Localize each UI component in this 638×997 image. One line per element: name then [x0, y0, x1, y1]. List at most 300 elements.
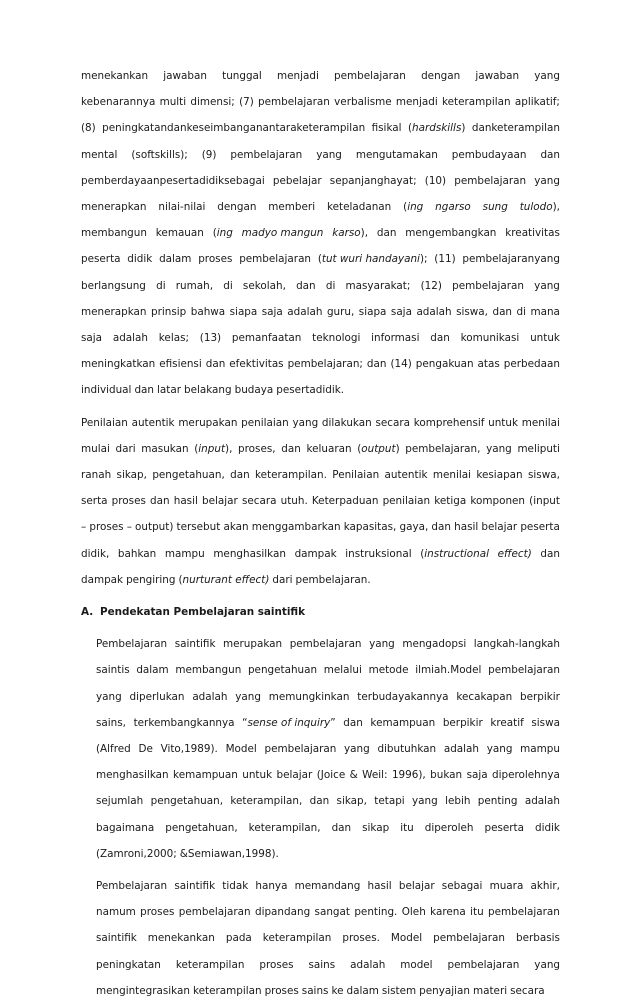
- word: (14): [390, 358, 412, 371]
- word: sejumlah: [96, 795, 144, 808]
- word: namum: [96, 906, 136, 919]
- word: peningkatan: [96, 958, 161, 971]
- word: pembelajaran: [447, 958, 520, 971]
- word: sangat: [314, 906, 350, 919]
- word: itu: [400, 821, 414, 834]
- word: keluaran: [306, 442, 352, 455]
- word: (ing: [403, 201, 424, 213]
- text-line: [81, 548, 560, 560]
- word: secara: [241, 495, 277, 508]
- word: pengetahuan,: [150, 795, 224, 808]
- word: merupakan: [178, 416, 238, 429]
- word: efisiensi: [159, 358, 202, 371]
- word: keterampilan: [442, 96, 511, 109]
- word: langkah-langkah: [473, 638, 560, 651]
- text-line: [81, 443, 560, 455]
- text-line: [96, 959, 560, 971]
- word: pebelajar: [272, 174, 322, 187]
- word: mengadopsi: [402, 638, 467, 651]
- word: terbudayakannya: [357, 690, 449, 703]
- word: yang: [534, 279, 560, 292]
- text-line: [81, 70, 560, 82]
- word: output): [135, 521, 174, 534]
- word: tulodo),: [519, 201, 560, 213]
- word: yang: [534, 70, 560, 82]
- word: yang: [96, 690, 122, 703]
- word: sains: [301, 984, 329, 997]
- word: hasil: [367, 880, 392, 892]
- word: metode: [368, 664, 409, 677]
- text-line: [81, 332, 560, 344]
- word: bahwa: [190, 305, 226, 318]
- word: karena: [430, 906, 466, 919]
- word: serta: [81, 495, 108, 508]
- word: yang: [486, 743, 513, 755]
- word: pembelajaran: [239, 253, 312, 266]
- text-line: [96, 664, 560, 676]
- word: Penilaian: [332, 469, 380, 481]
- word: kemampuan: [370, 716, 436, 729]
- section-title: Pendekatan Pembelajaran saintifik: [100, 606, 306, 618]
- word: kemampuan: [173, 769, 238, 782]
- word: mengembangkan: [405, 227, 497, 240]
- word: menilai: [521, 416, 560, 429]
- word: dipandang: [254, 906, 311, 919]
- word: saja: [261, 305, 283, 318]
- word: berpikir: [442, 716, 483, 729]
- word: sung: [482, 201, 508, 213]
- word: (instructional: [420, 547, 489, 560]
- text-line: [81, 201, 560, 213]
- word: saja: [390, 305, 412, 318]
- word: di: [325, 279, 336, 292]
- word: didik: [534, 821, 560, 834]
- word: pembelajaran: [264, 743, 337, 755]
- word: muara: [489, 880, 524, 892]
- word: penyajian: [419, 984, 470, 997]
- word: De: [138, 743, 153, 755]
- text-line: [81, 469, 560, 481]
- word: budaya: [234, 384, 274, 397]
- text-line: [81, 96, 560, 108]
- word: ketiga: [434, 495, 467, 508]
- word: (7): [239, 96, 254, 109]
- word: belajar: [398, 880, 435, 892]
- word: pemanfaatan: [231, 332, 302, 344]
- word: dan: [150, 495, 170, 508]
- word: bahkan: [117, 547, 157, 560]
- word: didik: [127, 253, 153, 266]
- word: pembelajaran: [488, 906, 560, 919]
- word: saintifik: [174, 880, 216, 892]
- word: dan: [296, 279, 316, 292]
- word: pembelajaran: [454, 174, 527, 187]
- word: jawaban: [163, 70, 207, 82]
- word: sikap: [362, 821, 390, 834]
- word: sains,: [96, 716, 126, 729]
- section-number: A.: [81, 606, 94, 618]
- word: tidak: [222, 880, 249, 892]
- word: bagaimana: [96, 821, 155, 834]
- word: kebenarannya: [81, 96, 156, 109]
- word: keterampilan: [175, 958, 245, 971]
- text-line: [96, 932, 560, 944]
- word: mana: [530, 305, 560, 318]
- text-line: [81, 495, 560, 507]
- word: “sense of inquiry”: [242, 716, 336, 729]
- word: pembelajaranyang: [462, 253, 560, 266]
- word: Weil:: [362, 769, 388, 782]
- word: autentik: [131, 416, 175, 429]
- word: (Alfred: [96, 743, 131, 755]
- word: bukan: [430, 769, 463, 782]
- text-line: [96, 717, 560, 729]
- word: terkembangkannya: [133, 716, 235, 729]
- word: berlangsung: [81, 279, 146, 292]
- word: yang: [534, 958, 560, 971]
- text-line: [96, 906, 560, 918]
- word: untuk: [488, 416, 518, 429]
- word: yang: [534, 174, 560, 187]
- word: menghasilkan: [213, 547, 286, 560]
- word: sains: [308, 958, 336, 971]
- word: instruksional: [345, 547, 412, 560]
- word: ilmiah.Model: [415, 664, 482, 677]
- word: (input),: [194, 442, 233, 455]
- word: sikap,: [336, 795, 367, 808]
- word: (11): [434, 253, 456, 266]
- word: memungkinkan: [268, 690, 350, 703]
- word: adalah: [524, 795, 560, 808]
- word: model: [400, 958, 433, 971]
- word: siswa,: [527, 469, 560, 481]
- word: Keterpaduan: [311, 495, 379, 508]
- word: belajar: [202, 495, 238, 508]
- word: kreativitas: [505, 227, 560, 240]
- word: dilakukan: [321, 416, 372, 429]
- word: dan: [134, 384, 154, 397]
- word: meningkatkan: [81, 358, 156, 371]
- word: untuk: [530, 332, 560, 344]
- word: komprehensif: [413, 416, 485, 429]
- word: pesertadidik.: [276, 384, 345, 397]
- word: yang: [412, 795, 438, 808]
- word: keterampilan,: [248, 821, 321, 834]
- word: didik,: [81, 547, 110, 560]
- word: di: [516, 305, 526, 318]
- word: utuh.: [280, 495, 308, 508]
- word: tetapi: [374, 795, 405, 808]
- word: dalam: [346, 984, 379, 997]
- text-line: [96, 985, 560, 997]
- word: effect): [497, 547, 532, 560]
- word: efektivitas: [229, 358, 284, 371]
- text-line: [81, 175, 560, 187]
- word: karso),: [332, 227, 369, 240]
- word: yang: [316, 148, 342, 161]
- word: ranah: [81, 469, 112, 481]
- word: dan: [331, 821, 352, 834]
- word: dan: [492, 305, 513, 318]
- word: keterampilan.: [255, 469, 327, 481]
- word: (Joice: [316, 769, 346, 782]
- word: komunikasi: [460, 332, 520, 344]
- word: dan: [366, 358, 387, 371]
- word: pembelajaran: [452, 279, 524, 292]
- word: menggambarkan: [251, 521, 341, 534]
- word: adalah: [416, 305, 452, 318]
- word: Penilaian: [81, 416, 128, 429]
- word: siapa: [229, 305, 258, 318]
- text-line: [96, 880, 560, 892]
- word: mampu: [164, 547, 205, 560]
- word: pengiring: [126, 573, 176, 586]
- word: akhir,: [530, 880, 560, 892]
- word: di: [223, 279, 233, 292]
- word: menerapkan: [81, 201, 147, 213]
- word: proses: [111, 495, 146, 508]
- word: berpikir: [520, 690, 560, 703]
- word: (output): [357, 442, 400, 455]
- word: dampak: [81, 573, 124, 586]
- word: yang: [369, 638, 395, 651]
- word: yang: [235, 690, 261, 703]
- word: adalah: [112, 332, 148, 344]
- word: dan: [309, 795, 330, 808]
- word: (tut wuri handayani);: [317, 253, 428, 266]
- word: nilai-nilai: [158, 201, 206, 213]
- word: diperolehnya: [492, 769, 560, 782]
- text-line: [81, 280, 560, 292]
- word: kapasitas,: [343, 521, 397, 534]
- word: dalam: [136, 664, 169, 677]
- word: dan: [376, 227, 397, 240]
- word: kesiapan: [476, 469, 523, 481]
- text-line: [96, 638, 560, 650]
- text-line: [81, 521, 560, 533]
- word: sekolah,: [242, 279, 286, 292]
- text-line: [96, 769, 560, 781]
- word: mental: [81, 148, 118, 161]
- word: pembudayaan: [451, 148, 527, 161]
- word: Vito,1989).: [160, 743, 218, 755]
- text-line: [81, 384, 560, 396]
- word: (12): [420, 279, 442, 292]
- word: proses,: [238, 442, 276, 455]
- word: melalui: [323, 664, 362, 677]
- word: pembelajaran;: [287, 358, 363, 371]
- word: &: [349, 769, 358, 782]
- word: diperlukan: [129, 690, 185, 703]
- word: belajar: [276, 769, 313, 782]
- word: kelas;: [158, 332, 189, 344]
- word: informasi: [371, 332, 420, 344]
- word: &Semiawan,1998).: [179, 847, 279, 860]
- word: berbasis: [515, 932, 560, 945]
- word: jawaban: [475, 70, 520, 82]
- word: adalah: [443, 743, 480, 755]
- word: dari: [272, 573, 293, 586]
- word: yang: [486, 442, 512, 455]
- word: multi: [159, 96, 187, 109]
- word: hanya: [255, 880, 288, 892]
- word: siswa: [531, 716, 560, 729]
- word: masukan: [141, 442, 189, 455]
- word: itu: [470, 906, 484, 919]
- word: (9): [201, 148, 217, 161]
- word: guru,: [326, 305, 355, 318]
- word: (8): [81, 122, 96, 135]
- text-line: [96, 743, 560, 755]
- text-line: [81, 306, 560, 318]
- word: aplikatif;: [514, 96, 560, 109]
- word: autentik: [384, 469, 428, 481]
- word: mengutamakan: [355, 148, 438, 161]
- word: Model: [390, 932, 423, 945]
- word: penting: [477, 795, 518, 808]
- word: mampu: [520, 743, 560, 755]
- text-line: [81, 149, 560, 161]
- word: belajar: [481, 521, 518, 534]
- word: latar: [157, 384, 181, 397]
- word: secara: [375, 416, 410, 429]
- word: –: [81, 521, 87, 534]
- word: proses.: [342, 932, 380, 945]
- word: Oleh: [401, 906, 426, 919]
- word: menerapkan: [81, 305, 147, 318]
- word: tunggal: [222, 70, 262, 82]
- word: individual: [81, 384, 132, 397]
- word: dalam: [159, 253, 192, 266]
- word: pembelajaran: [258, 96, 330, 109]
- text-line: [81, 417, 560, 429]
- word: lebih: [445, 795, 471, 808]
- word: kemauan: [155, 227, 204, 240]
- word: tersebut: [176, 521, 221, 534]
- word: membangun: [81, 227, 147, 240]
- word: peserta: [81, 253, 121, 266]
- word: pembelajaran.: [295, 573, 371, 586]
- word: (13): [199, 332, 222, 344]
- text-line: [96, 822, 560, 834]
- word: teknologi: [312, 332, 361, 344]
- word: 1996),: [391, 769, 426, 782]
- word: peningkatandankeseimbanganantaraketerampilan: [102, 122, 366, 135]
- word: dan: [540, 148, 560, 161]
- word: ngarso: [435, 201, 471, 213]
- word: pemberdayaanpesertadidiksebagai: [81, 174, 265, 187]
- word: kreatif: [490, 716, 524, 729]
- word: rumah,: [175, 279, 214, 292]
- word: prinsip: [151, 305, 187, 318]
- word: memandang: [294, 880, 361, 892]
- word: siswa,: [456, 305, 488, 318]
- word: pengetahuan,: [165, 821, 238, 834]
- word: dan: [281, 442, 301, 455]
- word: memberi: [268, 201, 316, 213]
- word: –: [126, 521, 132, 534]
- word: proses: [198, 253, 233, 266]
- word: penilaian: [241, 416, 289, 429]
- word: proses: [264, 984, 299, 997]
- word: madyo mangun: [241, 227, 324, 240]
- word: yang: [344, 743, 370, 755]
- word: pembelajaran: [334, 70, 406, 82]
- word: dimensi;: [190, 96, 235, 109]
- word: dengan: [217, 201, 257, 213]
- word: pembelajaran: [433, 932, 505, 945]
- word: saintis: [96, 664, 130, 677]
- text-line: [81, 358, 560, 370]
- word: keterampilan,: [230, 795, 303, 808]
- word: perbedaan: [503, 358, 560, 371]
- text-line: [96, 691, 560, 703]
- word: proses: [140, 906, 175, 919]
- word: saja: [81, 332, 103, 344]
- word: komponen: [470, 495, 526, 508]
- word: penting.: [354, 906, 398, 919]
- word: keterampilan: [262, 932, 332, 945]
- text-line: [81, 253, 560, 265]
- text-line: [96, 848, 560, 860]
- word: sepanjanghayat;: [329, 174, 417, 187]
- word: penilaian: [382, 495, 431, 508]
- word: dan: [431, 521, 451, 534]
- word: peserta: [484, 821, 524, 834]
- word: pembelajaran: [488, 664, 560, 677]
- word: dan: [230, 469, 250, 481]
- word: kecakapan: [456, 690, 513, 703]
- word: saja: [466, 769, 488, 782]
- word: menekankan: [147, 932, 215, 945]
- word: fisikal: [371, 122, 402, 135]
- word: (input: [529, 495, 560, 508]
- word: belakang: [183, 384, 232, 397]
- word: (10): [424, 174, 447, 187]
- word: atas: [477, 358, 500, 371]
- word: danketerampilan: [471, 122, 560, 135]
- word: pengetahuan,: [152, 469, 225, 481]
- word: dari: [115, 442, 136, 455]
- word: pembelajaran,: [405, 442, 481, 455]
- word: sistem: [381, 984, 417, 997]
- word: verbalisme: [334, 96, 392, 109]
- word: saintifik: [96, 932, 137, 945]
- word: pada: [225, 932, 252, 945]
- word: dan: [205, 358, 226, 371]
- word: ke: [331, 984, 344, 997]
- word: menjadi: [277, 70, 319, 82]
- word: untuk: [242, 769, 273, 782]
- word: (hardskills): [407, 122, 466, 135]
- word: menjadi: [395, 96, 438, 109]
- word: dampak: [294, 547, 337, 560]
- text-line: [81, 227, 560, 239]
- word: (ing: [212, 227, 233, 240]
- word: di: [156, 279, 166, 292]
- word: proses: [89, 521, 124, 534]
- word: Pembelajaran: [96, 638, 168, 651]
- word: pembelajaran: [230, 148, 303, 161]
- word: saintifik: [174, 638, 216, 651]
- word: peserta: [520, 521, 560, 534]
- word: meliputi: [517, 442, 560, 455]
- word: pengetahuan: [247, 664, 318, 677]
- text-line: [81, 122, 560, 134]
- word: Model: [225, 743, 257, 755]
- word: menilai: [432, 469, 471, 481]
- word: adalah: [192, 690, 228, 703]
